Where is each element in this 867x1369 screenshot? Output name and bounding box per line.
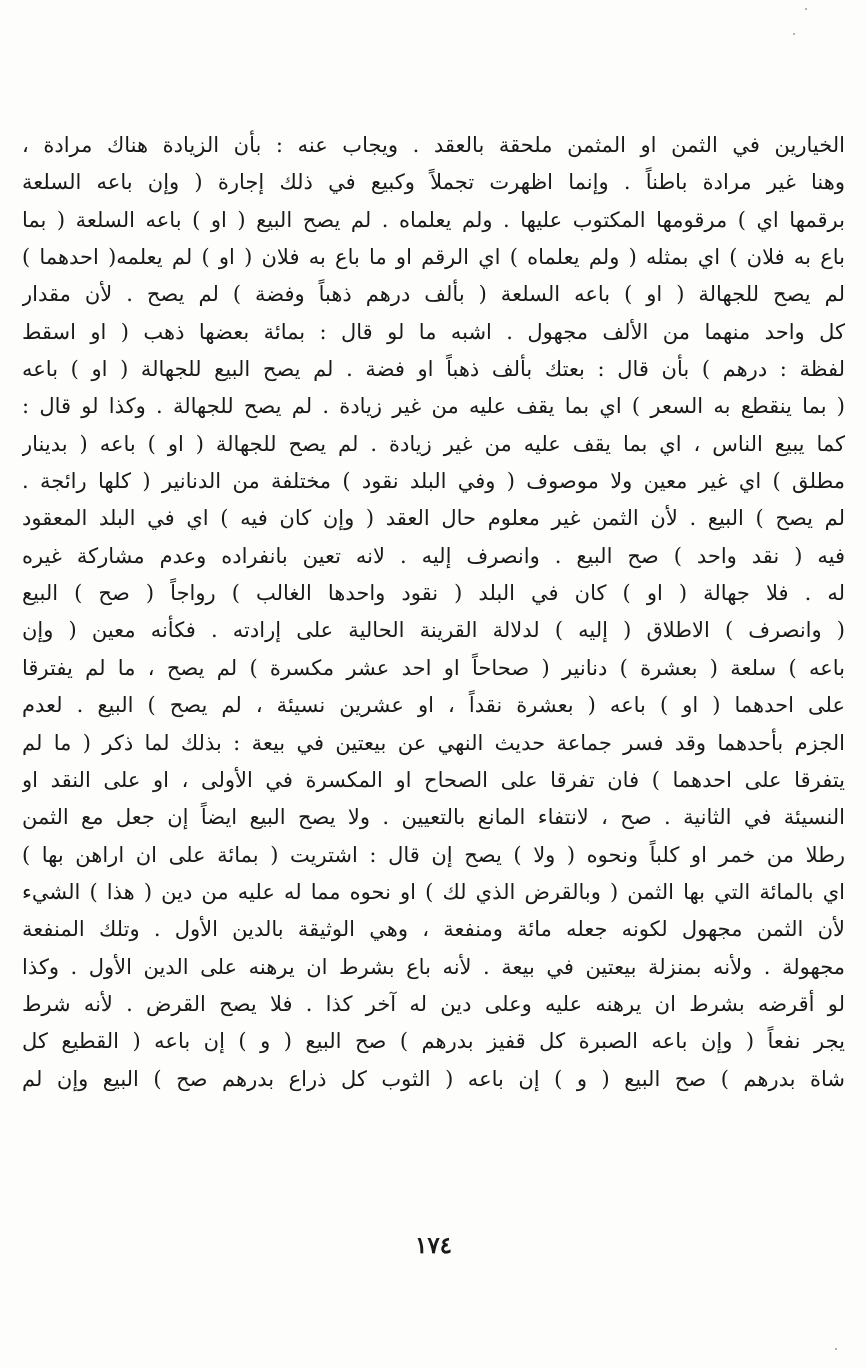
- page-number: ١٧٤: [414, 1232, 453, 1259]
- text-line: مطلق ) اي غير معين ولا موصوف ( وفي البلد نقود ) مختلفة من الدنانير ( كلها رائجة .: [22, 469, 845, 494]
- text-line: ( وانصرف ) الاطلاق ( إليه ) لدلالة القرينة الحالية على إرادته . فكأنه معين ( وإن: [22, 618, 845, 643]
- text-line: النسيئة في الثانية . صح ، لانتفاء المانع بالتعيين . ولا يصح البيع ايضاً إن جعل مع الثمن: [22, 805, 845, 830]
- text-line: كل واحد منهما من الألف مجهول . اشبه ما لو قال : بمائة بعضها ذهب ( او اسقط: [22, 319, 845, 344]
- scan-speck: [835, 1348, 837, 1350]
- text-line: رطلا من خمر او كلباً ونحوه ( ولا ) يصح إن قال : اشتريت ( بمائة على ان اراهن بها ): [22, 842, 845, 867]
- text-line: برقمها اي ) مرقومها المكتوب عليها . ولم يعلماه . لم يصح البيع ( او ) باعه السلعة ( بما: [22, 207, 845, 232]
- text-line: لأن الثمن مجهول لكونه جعله مائة ومنفعة ، وهي الوثيقة بالدين الأول . وتلك المنفعة: [22, 917, 845, 942]
- text-line: لفظة : درهم ) بأن قال : بعتك بألف ذهباً او فضة . لم يصح البيع للجهالة ( او ) باعه: [22, 357, 845, 382]
- text-line: وهنا غير مرادة باطناً . وإنما اظهرت تجملاً وكبيع في ذلك إجارة ( وإن باعه السلعة: [22, 170, 845, 195]
- text-line: كما يبيع الناس ، اي بما يقف عليه من غير زيادة . لم يصح للجهالة ( او ) باعه ( بدينار: [22, 431, 845, 456]
- text-line: مجهولة . ولأنه بمنزلة بيعتين في بيعة . لأنه باع بشرط ان يرهنه على الدين الأول . وكذا: [22, 954, 845, 979]
- text-line: ( بما ينقطع به السعر ) اي بما يقف عليه من غير زيادة . لم يصح للجهالة . وكذا لو قال :: [22, 394, 845, 419]
- text-line: شاة بدرهم ) صح البيع ( و ) إن باعه ( الثوب كل ذراع بدرهم صح ) البيع وإن لم: [22, 1066, 845, 1091]
- text-line: باع به فلان ) اي بمثله ( ولم يعلماه ) اي الرقم او ما باع به فلان ( او ) لم يعلمه( احدهما ): [22, 245, 845, 270]
- text-line: يتفرقا على احدهما ) فان تفرقا على الصحاح او المكسرة في الأولى ، او على النقد او: [22, 767, 845, 792]
- text-line: لم يصح للجهالة ( او ) باعه السلعة ( بألف درهم ذهباً وفضة ) لم يصح . لأن مقدار: [22, 282, 845, 307]
- body-text: [22, 127, 845, 1098]
- text-line: الخيارين في الثمن او المثمن ملحقة بالعقد . ويجاب عنه : بأن الزيادة هناك مرادة ،: [22, 133, 845, 157]
- text-line: لو أقرضه بشرط ان يرهنه عليه وعلى دين له آخر كذا . فلا يصح القرض . لأنه شرط: [22, 991, 845, 1016]
- text-line: لم يصح ) البيع . لأن الثمن غير معلوم حال العقد ( وإن كان فيه ) اي في البلد المعقود: [22, 506, 845, 531]
- scan-speck: [793, 33, 795, 35]
- text-line: يجر نفعاً ( وإن باعه الصبرة كل قفيز بدرهم ) صح البيع ( و ) إن باعه ( القطيع كل: [22, 1029, 845, 1054]
- text-line: اي بالمائة التي بها الثمن ( وبالقرض الذي لك ) او نحوه مما له عليه من دين ( هذا ) الشيء: [22, 879, 845, 904]
- text-line: فيه ( نقد واحد ) صح البيع . وانصرف إليه . لانه تعين بانفراده وعدم مشاركة غيره: [22, 543, 845, 568]
- text-line: على احدهما ( او ) باعه ( بعشرة نقداً ، او عشرين نسيئة ، لم يصح ) البيع . لعدم: [22, 693, 845, 718]
- scan-speck: [805, 8, 807, 10]
- text-line: باعه ) سلعة ( بعشرة ) دنانير ( صحاحاً او احد عشر مكسرة ) لم يصح ، ما لم يفترقا: [22, 655, 845, 680]
- text-line: له . فلا جهالة ( او ) كان في البلد ( نقود واحدها الغالب ) رواجاً ( صح ) البيع: [22, 581, 845, 606]
- text-line: الجزم بأحدهما وقد فسر جماعة حديث النهي عن بيعتين في بيعة : بذلك لما ذكر ( ما لم: [22, 730, 845, 755]
